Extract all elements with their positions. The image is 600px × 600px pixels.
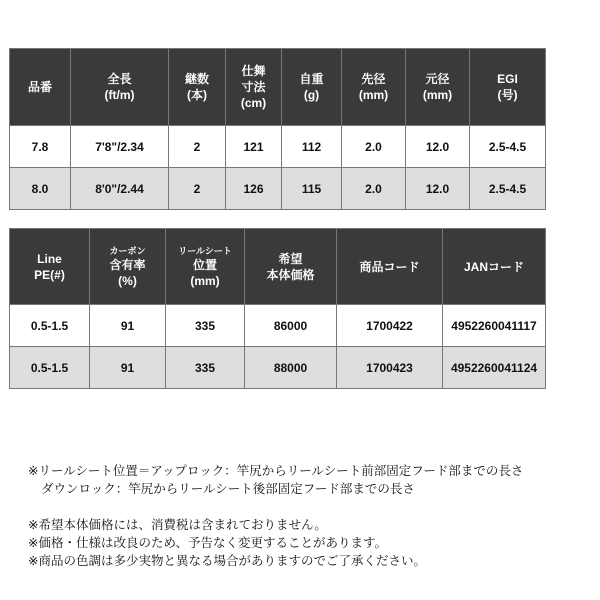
table-cell: 2.5-4.5 bbox=[470, 168, 546, 210]
table-cell: 12.0 bbox=[406, 168, 470, 210]
table-cell: 126 bbox=[226, 168, 282, 210]
table-cell: 112 bbox=[282, 126, 342, 168]
table-cell: 91 bbox=[90, 347, 166, 389]
table-cell: 2.0 bbox=[342, 168, 406, 210]
table-cell: 8'0"/2.44 bbox=[71, 168, 169, 210]
table-cell: 2 bbox=[169, 126, 226, 168]
note-color: ※商品の色調は多少実物と異なる場合がありますのでご了承ください。 bbox=[28, 553, 426, 568]
header-cell-egi: EGI (号) bbox=[470, 49, 546, 126]
header-cell-pieces: 継数 (本) bbox=[169, 49, 226, 126]
note-tax: ※希望本体価格には、消費税は含まれておりません。 bbox=[28, 517, 327, 532]
table-cell: 91 bbox=[90, 305, 166, 347]
header-cell-reel-seat-position: リールシート 位置 (mm) bbox=[166, 229, 245, 305]
note-reel-seat-up-lock: ※リールシート位置＝アップロック：竿尻からリールシート前部固定フード部までの長さ bbox=[28, 463, 524, 478]
header-cell-product-code: 商品コード bbox=[337, 229, 443, 305]
table-cell: 12.0 bbox=[406, 126, 470, 168]
table-cell: 0.5-1.5 bbox=[10, 305, 90, 347]
reel-seat-notes bbox=[28, 462, 523, 498]
general-notes bbox=[28, 516, 426, 570]
header-cell-tip-diameter: 先径 (mm) bbox=[342, 49, 406, 126]
table-header-row bbox=[10, 229, 546, 305]
table-cell: 4952260041117 bbox=[443, 305, 546, 347]
header-cell-butt-diameter: 元径 (mm) bbox=[406, 49, 470, 126]
table-cell: 88000 bbox=[245, 347, 337, 389]
header-cell-length: 全長 (ft/m) bbox=[71, 49, 169, 126]
table-cell: 2.0 bbox=[342, 126, 406, 168]
note-reel-seat-down-lock: ダウンロック：竿尻からリールシート後部固定フード部までの長さ bbox=[41, 481, 415, 496]
table-cell: 335 bbox=[166, 305, 245, 347]
header-cell-carbon-content: カーボン 含有率 (%) bbox=[90, 229, 166, 305]
table-cell: 1700423 bbox=[337, 347, 443, 389]
table-cell: 335 bbox=[166, 347, 245, 389]
header-cell-weight: 自重 (g) bbox=[282, 49, 342, 126]
header-cell-jan-code: JANコード bbox=[443, 229, 546, 305]
table-cell: 2 bbox=[169, 168, 226, 210]
table-cell: 86000 bbox=[245, 305, 337, 347]
table-header-row bbox=[10, 49, 546, 126]
table-cell: 8.0 bbox=[10, 168, 71, 210]
header-cell-price: 希望 本体価格 bbox=[245, 229, 337, 305]
table-cell: 7.8 bbox=[10, 126, 71, 168]
table-row bbox=[10, 168, 546, 210]
header-cell-closed-length: 仕舞 寸法 (cm) bbox=[226, 49, 282, 126]
table-row bbox=[10, 305, 546, 347]
table-cell: 121 bbox=[226, 126, 282, 168]
table-row bbox=[10, 347, 546, 389]
table-cell: 1700422 bbox=[337, 305, 443, 347]
table-cell: 2.5-4.5 bbox=[470, 126, 546, 168]
table-cell: 7'8"/2.34 bbox=[71, 126, 169, 168]
note-spec-change: ※価格・仕様は改良のため、予告なく変更することがあります。 bbox=[28, 535, 387, 550]
spec-table-2 bbox=[9, 228, 546, 389]
header-cell-product-no: 品番 bbox=[10, 49, 71, 126]
spec-table-1 bbox=[9, 48, 546, 210]
table-cell: 115 bbox=[282, 168, 342, 210]
table-cell: 0.5-1.5 bbox=[10, 347, 90, 389]
table-row bbox=[10, 126, 546, 168]
table-cell: 4952260041124 bbox=[443, 347, 546, 389]
header-cell-line: Line PE(#) bbox=[10, 229, 90, 305]
